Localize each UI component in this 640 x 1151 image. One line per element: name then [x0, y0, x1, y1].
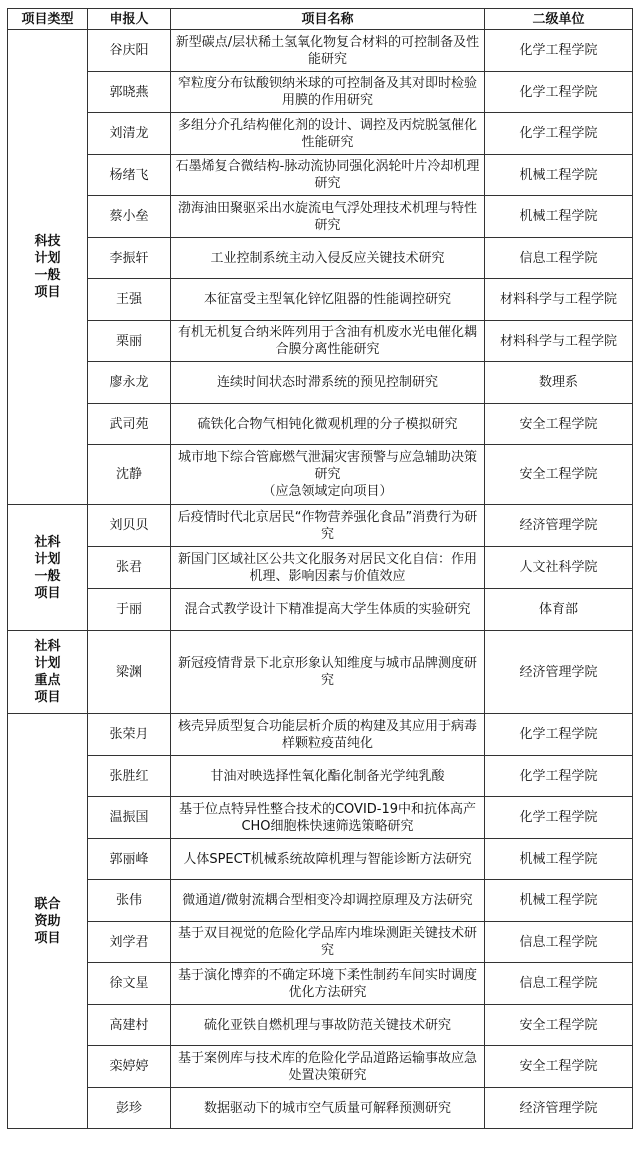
project-title-cell: 核壳异质型复合功能层析介质的构建及其应用于病毒样颗粒疫苗纯化 [171, 714, 485, 756]
project-title-cell: 渤海油田聚驱采出水旋流电气浮处理技术机理与特性研究 [171, 196, 485, 238]
project-title-cell: 新国门区域社区公共文化服务对居民文化自信：作用机理、影响因素与价值效应 [171, 547, 485, 589]
project-title-cell: 人体SPECT机械系统故障机理与智能诊断方法研究 [171, 839, 485, 880]
department-cell: 安全工程学院 [485, 404, 633, 445]
project-title-cell: 窄粒度分布钛酸钡纳米球的可控制备及其对即时检验用膜的作用研究 [171, 72, 485, 113]
applicant-cell: 张荣月 [88, 714, 171, 756]
project-title-cell: 新型碳点/层状稀土氢氧化物复合材料的可控制备及性能研究 [171, 30, 485, 72]
department-cell: 材料科学与工程学院 [485, 321, 633, 362]
applicant-cell: 杨绪飞 [88, 155, 171, 196]
applicant-cell: 刘学君 [88, 922, 171, 963]
department-cell: 体育部 [485, 589, 633, 631]
department-cell: 化学工程学院 [485, 72, 633, 113]
project-title-cell: 多组分介孔结构催化剂的设计、调控及丙烷脱氢催化性能研究 [171, 113, 485, 155]
department-cell: 信息工程学院 [485, 238, 633, 279]
department-cell: 机械工程学院 [485, 196, 633, 238]
table-row [8, 839, 633, 880]
applicant-cell: 高建村 [88, 1005, 171, 1046]
applicant-cell: 张伟 [88, 880, 171, 922]
department-cell: 信息工程学院 [485, 963, 633, 1005]
table-row [8, 1005, 633, 1046]
applicant-cell: 郭晓燕 [88, 72, 171, 113]
applicant-cell: 栗丽 [88, 321, 171, 362]
department-cell: 信息工程学院 [485, 922, 633, 963]
applicant-cell: 梁渊 [88, 631, 171, 714]
table-row [8, 196, 633, 238]
table-row [8, 279, 633, 321]
applicant-cell: 刘清龙 [88, 113, 171, 155]
department-cell: 经济管理学院 [485, 1088, 633, 1129]
department-cell: 机械工程学院 [485, 155, 633, 196]
department-cell: 安全工程学院 [485, 445, 633, 505]
applicant-cell: 沈静 [88, 445, 171, 505]
project-title-cell: 基于位点特异性整合技术的COVID-19中和抗体高产CHO细胞株快速筛选策略研究 [171, 797, 485, 839]
applicant-cell: 谷庆阳 [88, 30, 171, 72]
header-applicant: 申报人 [88, 9, 171, 30]
department-cell: 化学工程学院 [485, 714, 633, 756]
project-title-cell: 基于双目视觉的危险化学品库内堆垛测距关键技术研究 [171, 922, 485, 963]
department-cell: 安全工程学院 [485, 1005, 633, 1046]
department-cell: 安全工程学院 [485, 1046, 633, 1088]
table-row [8, 797, 633, 839]
table-row [8, 880, 633, 922]
table-row [8, 505, 633, 547]
table-row [8, 922, 633, 963]
project-title-cell: 混合式教学设计下精准提高大学生体质的实验研究 [171, 589, 485, 631]
project-type-cell: 社科 计划 一般 项目 [8, 505, 88, 631]
project-title-cell: 新冠疫情背景下北京形象认知维度与城市品牌测度研究 [171, 631, 485, 714]
table-row [8, 445, 633, 505]
project-title-cell: 本征富受主型氧化锌忆阻器的性能调控研究 [171, 279, 485, 321]
table-row [8, 72, 633, 113]
project-type-cell: 联合 资助 项目 [8, 714, 88, 1129]
header-project-type: 项目类型 [8, 9, 88, 30]
applicant-cell: 张胜红 [88, 756, 171, 797]
department-cell: 人文社科学院 [485, 547, 633, 589]
table-row [8, 547, 633, 589]
department-cell: 经济管理学院 [485, 505, 633, 547]
table-row [8, 404, 633, 445]
table-row [8, 113, 633, 155]
applicant-cell: 温振国 [88, 797, 171, 839]
department-cell: 化学工程学院 [485, 797, 633, 839]
department-cell: 化学工程学院 [485, 756, 633, 797]
project-type-cell: 社科 计划 重点 项目 [8, 631, 88, 714]
table-body [8, 30, 633, 1129]
table-row [8, 714, 633, 756]
applicant-cell: 郭丽峰 [88, 839, 171, 880]
department-cell: 化学工程学院 [485, 113, 633, 155]
department-cell: 数理系 [485, 362, 633, 404]
department-cell: 机械工程学院 [485, 880, 633, 922]
applicant-cell: 蔡小垒 [88, 196, 171, 238]
applicant-cell: 廖永龙 [88, 362, 171, 404]
applicant-cell: 张君 [88, 547, 171, 589]
table-row [8, 1088, 633, 1129]
table-row [8, 30, 633, 72]
department-cell: 化学工程学院 [485, 30, 633, 72]
table-row [8, 589, 633, 631]
project-title-cell: 连续时间状态时滞系统的预见控制研究 [171, 362, 485, 404]
applicant-cell: 武司苑 [88, 404, 171, 445]
table-row [8, 631, 633, 714]
project-title-cell: 基于案例库与技术库的危险化学品道路运输事故应急处置决策研究 [171, 1046, 485, 1088]
applicant-cell: 徐文星 [88, 963, 171, 1005]
table-header-row [8, 9, 633, 30]
department-cell: 材料科学与工程学院 [485, 279, 633, 321]
applicant-cell: 李振轩 [88, 238, 171, 279]
project-title-cell: 工业控制系统主动入侵反应关键技术研究 [171, 238, 485, 279]
project-title-cell: 有机无机复合纳米阵列用于含油有机废水光电催化耦合膜分离性能研究 [171, 321, 485, 362]
department-cell: 机械工程学院 [485, 839, 633, 880]
table-row [8, 238, 633, 279]
project-title-cell: 石墨烯复合微结构-脉动流协同强化涡轮叶片冷却机理研究 [171, 155, 485, 196]
department-cell: 经济管理学院 [485, 631, 633, 714]
project-title-cell: 硫化亚铁自燃机理与事故防范关键技术研究 [171, 1005, 485, 1046]
project-title-cell: 甘油对映选择性氧化酯化制备光学纯乳酸 [171, 756, 485, 797]
project-title-cell: 硫铁化合物气相钝化微观机理的分子模拟研究 [171, 404, 485, 445]
applicant-cell: 于丽 [88, 589, 171, 631]
applicant-cell: 刘贝贝 [88, 505, 171, 547]
project-type-cell: 科技 计划 一般 项目 [8, 30, 88, 505]
table-row [8, 963, 633, 1005]
table-row [8, 155, 633, 196]
applicant-cell: 栾婷婷 [88, 1046, 171, 1088]
table-row [8, 756, 633, 797]
project-title-cell: 微通道/微射流耦合型相变冷却调控原理及方法研究 [171, 880, 485, 922]
project-title-cell: 后疫情时代北京居民“作物营养强化食品”消费行为研究 [171, 505, 485, 547]
header-project-title: 项目名称 [171, 9, 485, 30]
header-department: 二级单位 [485, 9, 633, 30]
table-row [8, 362, 633, 404]
applicant-cell: 王强 [88, 279, 171, 321]
project-title-cell: 基于演化博弈的不确定环境下柔性制药车间实时调度优化方法研究 [171, 963, 485, 1005]
project-title-cell: 数据驱动下的城市空气质量可解释预测研究 [171, 1088, 485, 1129]
table-row [8, 1046, 633, 1088]
project-table [7, 8, 633, 1129]
project-title-cell: 城市地下综合管廊燃气泄漏灾害预警与应急辅助决策研究 （应急领域定向项目） [171, 445, 485, 505]
applicant-cell: 彭珍 [88, 1088, 171, 1129]
table-row [8, 321, 633, 362]
